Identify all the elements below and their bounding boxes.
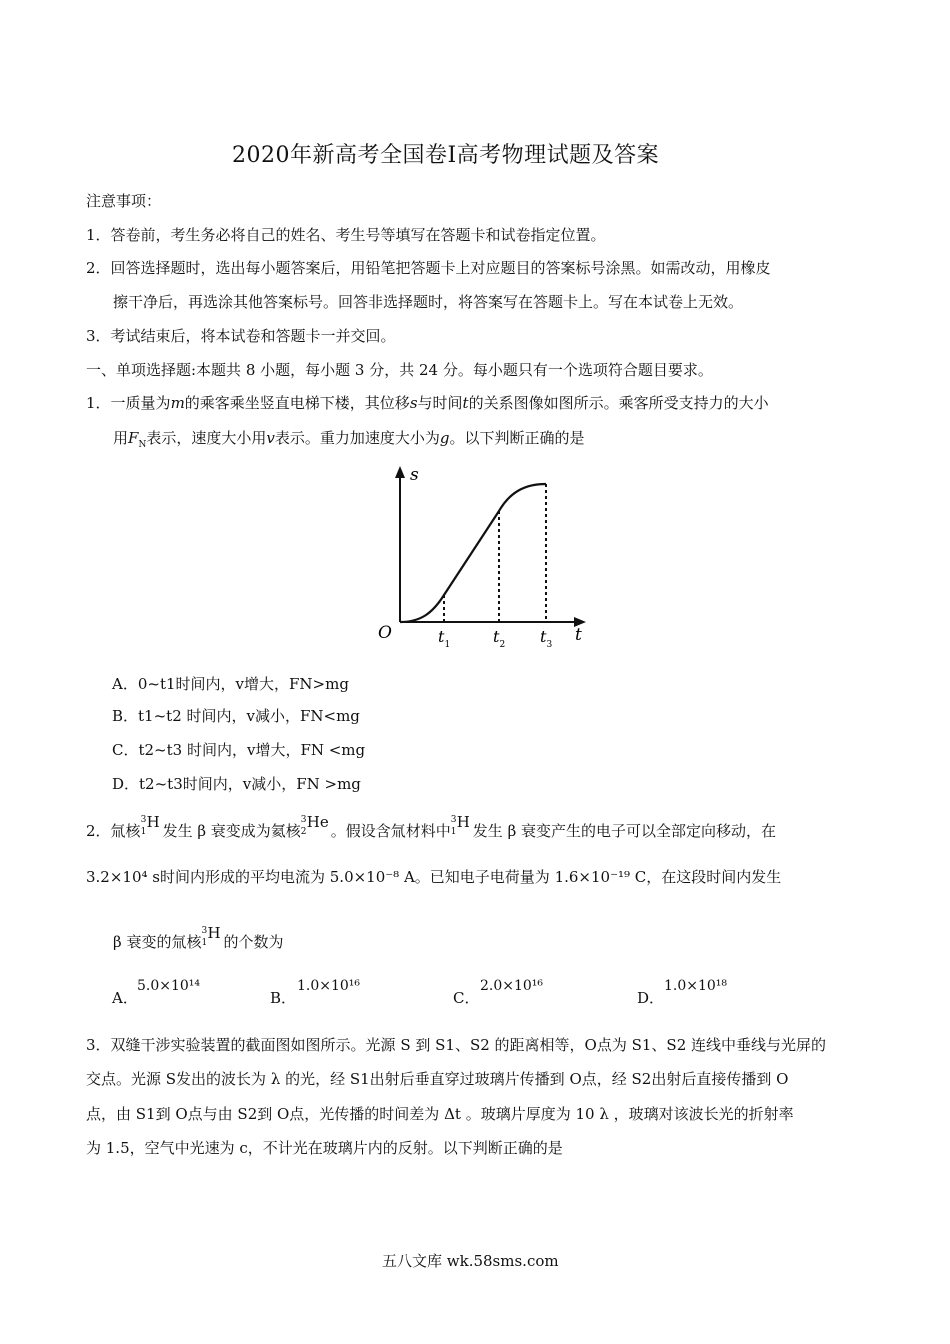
- q2-option-b-letter: B．: [270, 989, 297, 1007]
- page-title: 2020年新高考全国卷Ⅰ高考物理试题及答案: [232, 143, 660, 168]
- q2-option-c-value: 2.0×10¹⁶: [480, 978, 544, 994]
- notice-item: 2．回答选择题时，选出每小题答案后，用铅笔把答题卡上对应题目的答案标号涂黑。如需改动，用橡皮: [86, 259, 771, 277]
- q2-line2: 3.2×10⁴ s时间内形成的平均电流为 5.0×10⁻⁸ A。已知电子电荷量为 1.6×10⁻¹⁹ C，在这段时间内发生: [86, 868, 782, 886]
- s-t-curve: [400, 484, 546, 622]
- q1-line2: 用$F_N$表示，速度大小用v表示。重力加速度大小为g。以下判断正确的是: [113, 429, 585, 450]
- notice-item: 擦干净后，再选涂其他答案标号。回答非选择题时，将答案写在答题卡上。写在本试卷上无效。: [113, 293, 744, 311]
- t3-label: $t_3$: [540, 627, 553, 650]
- notice-item: 3．考试结束后，将本试卷和答题卡一并交回。: [86, 327, 396, 345]
- q2-option-d-letter: D．: [637, 989, 665, 1007]
- q1-option-a: A．0~t1时间内，v增大，FN>mg: [112, 675, 349, 693]
- y-axis-arrow: [395, 466, 405, 478]
- helium-nucleus: 3 2 He: [300, 813, 329, 837]
- q2-option-a-letter: A．: [112, 989, 138, 1007]
- q1-line1: 1．一质量为m的乘客乘坐竖直电梯下楼，其位移s与时间t的关系图像如图所示。乘客所受支持力的大小: [86, 394, 769, 412]
- tritium-nucleus: 3 1 H: [201, 924, 221, 948]
- q2-option-d-value: 1.0×10¹⁸: [664, 978, 728, 994]
- q3-line3: 点，由 S1到 O点与由 S2到 O点，光传播的时间差为 Δt 。玻璃片厚度为 10 λ ，玻璃对该波长光的折射率: [86, 1105, 794, 1123]
- q2-option-b-value: 1.0×10¹⁶: [297, 978, 361, 994]
- notice-heading: 注意事项：: [86, 192, 162, 210]
- tritium-nucleus: 3 1 H: [140, 813, 160, 837]
- y-axis-label: s: [410, 465, 419, 485]
- q2-line3: β 衰变的氚核 3 1 H 的个数为: [113, 924, 284, 951]
- q3-line2: 交点。光源 S发出的波长为 λ 的光，经 S1出射后垂直穿过玻璃片传播到 O点，经 S2出射后直接传播到 O: [86, 1070, 789, 1088]
- tritium-nucleus: 3 1 H: [450, 813, 470, 837]
- q3-line1: 3．双缝干涉实验装置的截面图如图所示。光源 S 到 S1、S2 的距离相等，O点为 S1、S2 连线中垂线与光屏的: [86, 1036, 827, 1054]
- t1-label: $t_1$: [438, 627, 451, 650]
- notice-item: 1．答卷前，考生务必将自己的姓名、考生号等填写在答题卡和试卷指定位置。: [86, 226, 606, 244]
- q1-option-c: C．t2~t3 时间内，v增大，FN <mg: [112, 741, 366, 759]
- x-axis-label: t: [575, 625, 582, 645]
- q3-line4: 为 1.5，空气中光速为 c，不计光在玻璃片内的反射。以下判断正确的是: [86, 1139, 563, 1157]
- q2-option-a-value: 5.0×10¹⁴: [137, 978, 201, 994]
- t2-label: $t_2$: [493, 627, 506, 650]
- q1-displacement-time-graph: [370, 462, 595, 657]
- q2-line1: 2．氚核 3 1 H 发生 β 衰变成为氦核 3 2 He 。假设含氚材料中 3 1 H 发生 β 衰变产生的电子可以全部定向移动，在: [86, 813, 777, 840]
- q1-option-d: D．t2~t3时间内，v减小，FN >mg: [112, 775, 361, 793]
- q1-option-b: B．t1~t2 时间内，v减小，FN<mg: [112, 707, 360, 725]
- footer-watermark: 五八文库 wk.58sms.com: [382, 1252, 559, 1270]
- q2-option-c-letter: C．: [453, 989, 480, 1007]
- section-heading: 一、单项选择题:本题共 8 小题，每小题 3 分，共 24 分。每小题只有一个选项符合题目要求。: [86, 361, 713, 379]
- origin-label: O: [378, 623, 392, 643]
